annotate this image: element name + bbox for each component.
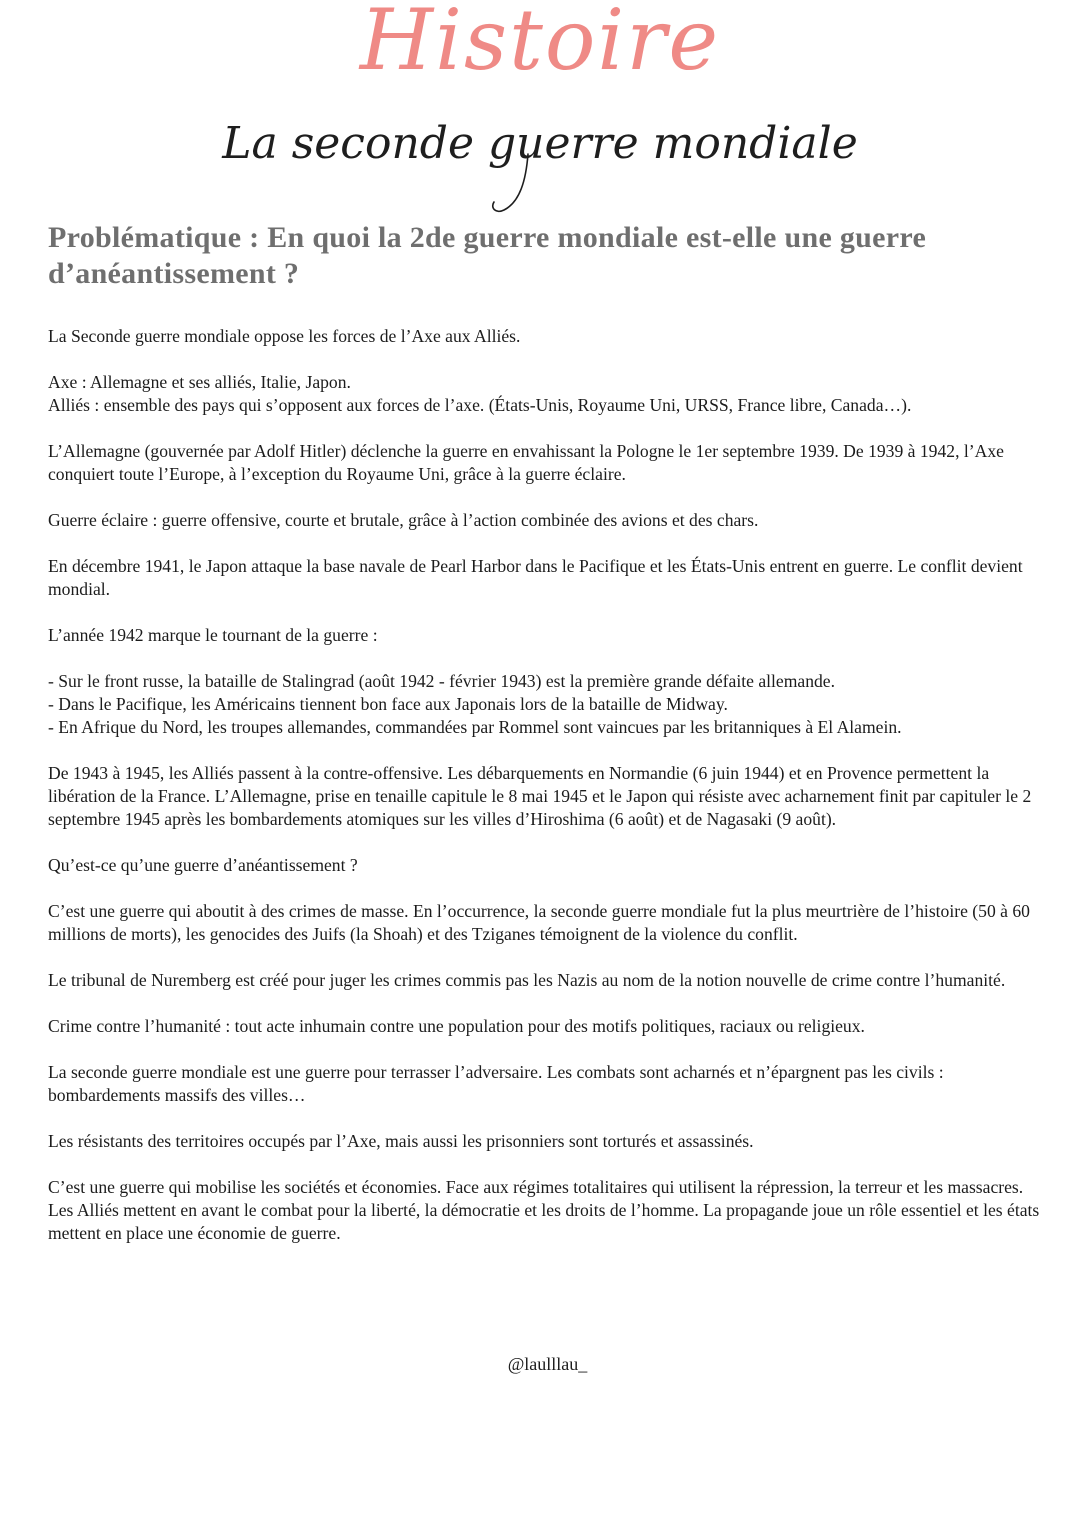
paragraph <box>48 1061 1040 1107</box>
author-handle: @laulllau_ <box>507 1354 588 1374</box>
paragraph-line: C’est une guerre qui mobilise les sociétés et économies. Face aux régimes totalitaires qui utilisent la répression, la terreur et les massacres. Les Alliés mettent en avant le combat pour la liberté, la démocratie et les droits de l’homme. La propagande joue un rôle essentiel et les états mettent en place une économie de guerre. <box>48 1177 1040 1243</box>
paragraph-line: Le tribunal de Nuremberg est créé pour juger les crimes commis pas les Nazis au nom de la notion nouvelle de crime contre l’humanité. <box>48 970 1006 990</box>
paragraph-line: Guerre éclaire : guerre offensive, courte et brutale, grâce à l’action combinée des avions et des chars. <box>48 510 759 530</box>
paragraph <box>48 440 1040 486</box>
paragraph <box>48 670 1040 739</box>
paragraph-line: Axe : Allemagne et ses alliés, Italie, Japon. <box>48 372 351 392</box>
body-text <box>48 325 1040 1268</box>
paragraph <box>48 371 1040 417</box>
paragraph <box>48 555 1040 601</box>
paragraph <box>48 969 1040 992</box>
paragraph <box>48 854 1040 877</box>
paragraph <box>48 762 1040 831</box>
page-title: Histoire <box>359 0 721 89</box>
paragraph <box>48 900 1040 946</box>
swash-flourish-icon <box>486 150 546 216</box>
paragraph-line: En décembre 1941, le Japon attaque la base navale de Pearl Harbor dans le Pacifique et les États-Unis entrent en guerre. Le conflit devient mondial. <box>48 556 1023 599</box>
paragraph <box>48 325 1040 348</box>
paragraph-line: De 1943 à 1945, les Alliés passent à la contre-offensive. Les débarquements en Normandie (6 juin 1944) et en Provence permettent la libération de la France. L’Allemagne, prise en tenaille capitule le 8 mai 1945 et le Japon qui résiste avec acharnement finit par capituler le 2 septembre 1945 après les bombardements atomiques sur les villes d’Hiroshima (6 août) et de Nagasaki (9 août). <box>48 763 1032 829</box>
paragraph-line: Crime contre l’humanité : tout acte inhumain contre une population pour des motifs politiques, raciaux ou religieux. <box>48 1016 865 1036</box>
paragraph-line: Qu’est-ce qu’une guerre d’anéantissement ? <box>48 855 358 875</box>
paragraph-line: L’Allemagne (gouvernée par Adolf Hitler) déclenche la guerre en envahissant la Pologne le 1er septembre 1939. De 1939 à 1942, l’Axe conquiert toute l’Europe, à l’exception du Royaume Uni, grâce à la guerre éclaire. <box>48 441 1004 484</box>
paragraph-line: - En Afrique du Nord, les troupes allemandes, commandées par Rommel sont vaincues par les britanniques à El Alamein. <box>48 717 902 737</box>
paragraph-line: - Sur le front russe, la bataille de Stalingrad (août 1942 - février 1943) est la première grande défaite allemande. <box>48 671 836 691</box>
paragraph-line: La Seconde guerre mondiale oppose les forces de l’Axe aux Alliés. <box>48 326 521 346</box>
paragraph-line: Les résistants des territoires occupés par l’Axe, mais aussi les prisonniers sont torturés et assassinés. <box>48 1131 754 1151</box>
paragraph-line: Alliés : ensemble des pays qui s’opposent aux forces de l’axe. (États-Unis, Royaume Uni, URSS, France libre, Canada…). <box>48 395 912 415</box>
paragraph <box>48 624 1040 647</box>
page-subtitle: La seconde guerre mondiale <box>222 118 858 169</box>
paragraph <box>48 509 1040 532</box>
paragraph-line: La seconde guerre mondiale est une guerre pour terrasser l’adversaire. Les combats sont acharnés et n’épargnent pas les civils : bombardements massifs des villes… <box>48 1062 944 1105</box>
paragraph-line: - Dans le Pacifique, les Américains tiennent bon face aux Japonais lors de la bataille de Midway. <box>48 694 728 714</box>
paragraph-line: L’année 1942 marque le tournant de la guerre : <box>48 625 378 645</box>
paragraph <box>48 1015 1040 1038</box>
problematique-heading: Problématique : En quoi la 2de guerre mondiale est-elle une guerre d’anéantissement ? <box>48 221 927 290</box>
paragraph <box>48 1130 1040 1153</box>
paragraph <box>48 1176 1040 1245</box>
paragraph-line: C’est une guerre qui aboutit à des crimes de masse. En l’occurrence, la seconde guerre mondiale fut la plus meurtrière de l’histoire (50 à 60 millions de morts), les genocides des Juifs (la Shoah) et des Tziganes témoignent de la violence du conflit. <box>48 901 1030 944</box>
